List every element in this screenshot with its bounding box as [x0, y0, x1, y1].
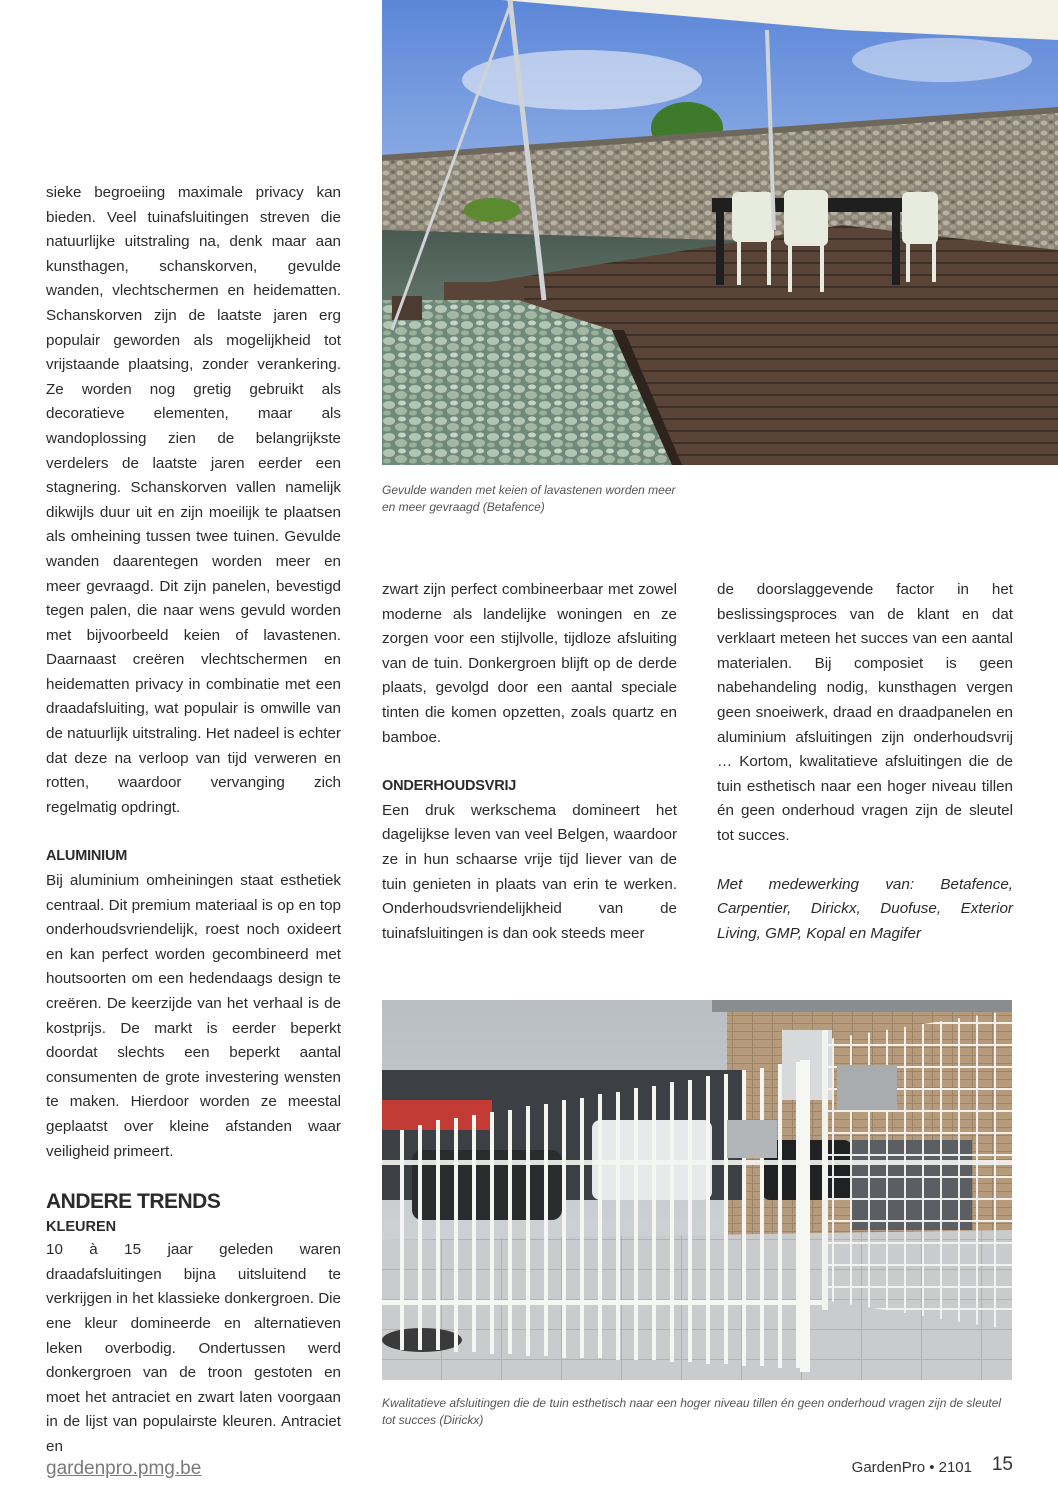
- footer-website-link[interactable]: gardenpro.pmg.be: [46, 1458, 202, 1479]
- caption-photo-fence: Kwalitatieve afsluitingen die de tuin esthetisch naar een hoger niveau tillen én geen onderhoud vragen zijn de sleutel tot succes (Dirickx): [382, 1396, 1002, 1427]
- credits: Met medewerking van: Betafence, Carpentier, Dirickx, Duofuse, Exterior Living, GMP, Kopal en Magifer: [717, 875, 1013, 942]
- caption-photo-gabion: Gevulde wanden met keien of lavastenen worden meer en meer gevraagd (Betafence): [382, 483, 676, 514]
- footer-magazine-issue: GardenPro • 2101: [851, 1459, 972, 1476]
- photo-gabion-terrace-illustration: [382, 0, 1058, 465]
- paragraph-privacy-materials: sieke begroeiing maximale privacy kan bieden. Veel tuinafsluitingen streven die natuurlijke uitstraling na, denk maar aan kunsthagen, schanskorven, gevulde wanden, vlechtschermen en heidematten. Schanskorven zijn de laatste jaren erg populair geworden als mogelijkheid tot vrijstaande plaatsing, zonder verankering. Ze worden nog gretig gebruikt als decoratieve elementen, maar als wandoplossing zien de belangrijkste verdelers de laatste jaren eerder een stagnering. Schanskorven vallen namelijk dikwijls duur uit en zijn moeilijk te plaatsen als omheining tussen twee tuinen. Gevulde wanden daarentegen worden meer en meer gevraagd. Dit zijn panelen, bevestigd tegen palen, die naar wens gevuld worden met bijvoorbeeld keien of lavastenen. Daarnaast creëren vlechtschermen en heidematten privacy in combinatie met een draadafsluiting, wat populair is omwille van de natuurlijk uitstraling. Het nadeel is echter dat deze na verloop van tijd verweren en rotten, waardoor vervanging zich regelmatig opdringt.: [46, 184, 341, 816]
- paragraph-kleuren: 10 à 15 jaar geleden waren draadafsluitingen bijna uitsluitend te verkrijgen in het klassieke donkergroen. Die ene kleur domineerde en alternatieven leken overbodig. Ondertussen werd donkergroen van de troon gestoten en moet het antraciet en zwart laten voorgaan in de lijst van populairste kleuren. Antraciet en: [46, 1241, 341, 1455]
- photo-white-fence: [382, 1000, 1012, 1380]
- heading-aluminium: ALUMINIUM: [46, 848, 128, 865]
- heading-onderhoudsvrij: ONDERHOUDSVRIJ: [382, 778, 517, 795]
- article-column-1: [46, 181, 341, 1460]
- article-column-3: [717, 578, 1013, 946]
- paragraph-kleuren-continued: zwart zijn perfect combineerbaar met zowel moderne als landelijke woningen en ze zorgen voor een stijlvolle, tijdloze afsluiting van de tuin. Donkergroen blijft op de derde plaats, gevolgd door een aantal speciale tinten die komen opzetten, zoals quartz en bamboe.: [382, 581, 677, 746]
- article-column-2: [382, 578, 677, 946]
- photo-white-fence-illustration: [382, 1000, 1012, 1380]
- heading-andere-trends: ANDERE TRENDS: [46, 1190, 221, 1214]
- paragraph-onderhoudsvrij: Een druk werkschema domineert het dagelijkse leven van veel Belgen, waardoor ze in hun schaarse vrije tijd liever van de tuin genieten in plaats van erin te werken. Onderhoudsvriendelijkheid van de tuinafsluitingen is dan ook steeds meer: [382, 801, 677, 942]
- paragraph-onderhoud-continued: de doorslaggevende factor in het beslissingsproces van de klant en dat verklaart meteen het succes van een aantal materialen. Bij composiet is geen nabehandeling nodig, kunsthagen vergen geen snoeiwerk, draad en draadpanelen en aluminium afsluitingen zijn onderhoudsvrij … Kortom, kwalitatieve afsluitingen die de tuin esthetisch naar een hoger niveau tillen én geen onderhoud vragen zijn de sleutel tot succes.: [717, 581, 1013, 844]
- page-number: 15: [991, 1454, 1013, 1475]
- photo-gabion-terrace: [382, 0, 1058, 465]
- heading-kleuren: KLEUREN: [46, 1219, 117, 1236]
- paragraph-aluminium: Bij aluminium omheiningen staat esthetiek centraal. Dit premium materiaal is op en top onderhoudsvriendelijk, roest noch oxideert en kan perfect worden gecombineerd met houtsoorten om een hedendaags design te creëren. De keerzijde van het verhaal is de kostprijs. De markt is eerder beperkt doordat slechts een beperkt aantal consumenten de grote investering wensten te maken. Hierdoor worden ze meestal geplaatst over kleine afstanden waar veiligheid primeert.: [46, 872, 341, 1160]
